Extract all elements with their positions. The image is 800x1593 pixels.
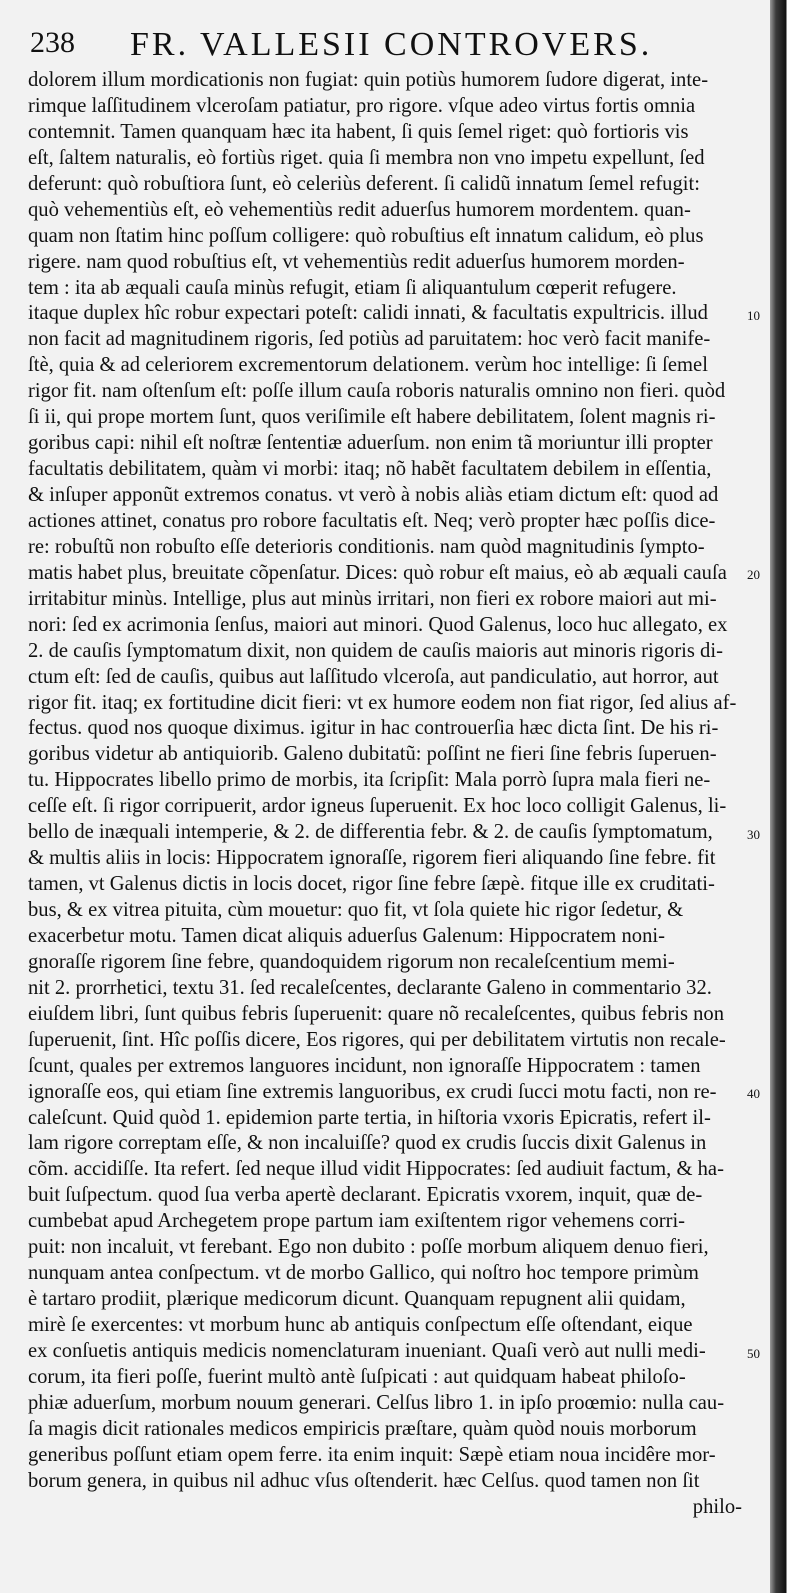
text-line: ceſſe eſt. ſi rigor corripuerit, ardor igneus ſuperuenit. Ex hoc loco colligit Galenus, li-	[28, 795, 727, 818]
text-line: nori: ſed ex acrimonia ſenſus, maiori aut minori. Quod Galenus, loco huc allegato, ex	[28, 613, 728, 636]
text-line: ignoraſſe eos, qui etiam ſine extremis languoribus, ex crudi ſucci motu facti, non re-	[28, 1080, 717, 1103]
text-line: gnoraſſe rigorem ſine febre, quandoquidem rigorum non recaleſcentium memi-	[28, 950, 675, 973]
text-line: puit: non incaluit, vt ferebant. Ego non dubito : poſſe morbum aliquem denuo fieri,	[28, 1236, 709, 1259]
text-line: ſtè, quia & ad celeriorem excrementorum delationem. verùm hoc intellige: ſi ſemel	[28, 354, 708, 377]
text-line: cõm. accidiſſe. Ita refert. ſed neque illud vidit Hippocrates: ſed audiuit factum, & ha-	[28, 1158, 724, 1181]
text-line: & multis aliis in locis: Hippocratem ignoraſſe, rigorem fieri aliquando ſine febre. fit	[28, 847, 716, 870]
text-line: re: robuſtũ non robuſto eſſe deterioris conditionis. nam quòd magnitudinis ſympto-	[28, 535, 705, 558]
text-line: & inſuper apponũt extremos conatus. vt verò à nobis aliàs etiam dictum eſt: quod ad	[28, 484, 719, 506]
page-number: 238	[30, 26, 75, 59]
text-line: tem : ita ab æquali cauſa minùs refugit, etiam ſi aliquantulum cœperit refugere.	[28, 276, 677, 299]
text-line: mirè ſe exercentes: vt morbum hunc ab antiquis conſpectum eſſe oſtendant, eique	[28, 1314, 693, 1336]
text-line: quò vehementiùs eſt, eò vehementiùs redit aduerſus humorem mordentem. quan-	[28, 198, 691, 221]
text-line: generibus poſſunt etiam opem ferre. ita enim inquit: Sæpè etiam noua incidêre mor-	[28, 1443, 716, 1466]
text-line: cumbebat apud Archegetem prope partum iam exiſtentem rigor vehemens corri-	[28, 1210, 686, 1233]
text-line: 2. de cauſis ſymptomatum dixit, non quidem de cauſis maioris aut minoris rigoris di-	[28, 639, 723, 662]
text-line: buit ſuſpectum. quod ſua verba apertè declarant. Epicratis vxorem, inquit, quæ de-	[28, 1184, 703, 1207]
page-edge-shadow	[770, 0, 800, 1593]
text-line: fectus. quod nos quoque diximus. igitur in hac controuerſia hæc dicta ſint. De his ri-	[28, 717, 719, 740]
body-text	[28, 68, 748, 1521]
text-line: deferunt: quò robuſtiora ſunt, eò celeriùs deferent. ſi calidũ innatum ſemel refugit:	[28, 172, 700, 195]
text-line: bello de inæquali intemperie, & 2. de differentia febr. & 2. de cauſis ſymptomatum,	[28, 821, 713, 844]
margin-line-number: 40	[747, 1086, 760, 1102]
text-line: tamen, vt Galenus dictis in locis docet, rigor ſine febre ſæpè. fitque ille ex cruditati-	[28, 873, 715, 896]
text-line: matis habet plus, breuitate cõpenſatur. Dices: quò robur eſt maius, eò ab æquali cauſa	[28, 561, 727, 584]
running-title: FR. VALLESII CONTROVERS.	[130, 26, 653, 63]
text-line: corum, ita fieri poſſe, fuerint multò antè ſuſpicati : aut quidquam habeat philoſo-	[28, 1365, 686, 1388]
text-line: non facit ad magnitudinem rigoris, ſed potiùs ad paruitatem: hoc verò facit manife-	[28, 328, 711, 351]
text-line: bus, & ex vitrea pituita, cùm mouetur: quo fit, vt ſola quiete hic rigor ſedetur, &	[28, 899, 684, 921]
text-line: eſt, ſaltem naturalis, eò fortiùs riget. quia ſi membra non vno impetu expellunt, ſed	[28, 146, 705, 169]
text-line: ſcunt, quales per extremos languores incidunt, non ignoraſſe Hippocratem : tamen	[28, 1054, 701, 1077]
text-line: ſi ii, qui prope mortem ſunt, quos veriſimile eſt habere debilitatem, ſolent magnis ri-	[28, 406, 716, 429]
text-line: quam non ſtatim hinc poſſum colligere: quò robuſtius eſt innatum calidum, eò plus	[28, 224, 704, 247]
text-line: eiuſdem libri, ſunt quibus febris ſuperuenit: quare nõ recaleſcentes, quibus febris non	[28, 1002, 724, 1025]
margin-line-number: 10	[747, 307, 760, 323]
text-line: lam rigore correptam eſſe, & non incaluiſſe? quod ex crudis ſuccis dixit Galenus in	[28, 1132, 707, 1155]
text-line: contemnit. Tamen quanquam hæc ita habent, ſi quis ſemel riget: quò fortioris vis	[28, 120, 689, 143]
text-line: caleſcunt. Quid quòd 1. epidemion parte tertia, in hiſtoria vxoris Epicratis, refert il-	[28, 1106, 711, 1129]
text-line: nit 2. prorrhetici, textu 31. ſed recaleſcentes, declarante Galeno in commentario 32.	[28, 976, 712, 999]
text-line: è tartaro prodiit, plærique medicorum dicunt. Quanquam repugnent alii quidam,	[28, 1288, 686, 1311]
text-line: ſuperuenit, ſint. Hîc poſſis dicere, Eos rigores, qui per debilitatem virtutis non recale-	[28, 1028, 726, 1051]
page-header	[30, 26, 730, 70]
text-line: phiæ aduerſum, morbum nouum generari. Celſus libro 1. in ipſo proœmio: nulla cau-	[28, 1391, 725, 1414]
text-line: rimque laſſitudinem vlceroſam patiatur, pro rigore. vſque adeo virtus fortis omnia	[28, 94, 696, 117]
margin-line-number: 50	[747, 1345, 760, 1361]
text-line: rigere. nam quod robuſtius eſt, vt vehementiùs redit aduerſus humorem morden-	[28, 250, 685, 273]
text-line: actiones attinet, conatus pro robore facultatis eſt. Neq; verò propter hæc poſſis dice-	[28, 509, 716, 532]
text-line: irritabitur minùs. Intellige, plus aut minùs irritari, non fieri ex robore maiori aut mi-	[28, 587, 717, 610]
text-line: dolorem illum mordicationis non fugiat: quin potiùs humorem ſudore digerat, inte-	[28, 69, 709, 91]
text-line: ſa magis dicit rationales medicos empiricis præſtare, quàm quòd nouis morborum	[28, 1417, 697, 1440]
text-line: rigor fit. itaq; ex fortitudine dicit fieri: vt ex humore eodem non fiat rigor, ſed alius af-	[28, 691, 737, 714]
margin-line-number: 20	[747, 567, 760, 583]
text-line: goribus videtur ab antiquiorib. Galeno dubitatũ: poſſint ne fieri ſine febris ſuperuen-	[28, 743, 717, 766]
text-line: facultatis debilitatem, quàm vi morbi: itaq; nõ habẽt facultatem debilem in eſſentia,	[28, 458, 712, 481]
text-line: ctum eſt: ſed de cauſis, quibus aut laſſitudo vlceroſa, aut pandiculatio, aut horror, aut	[28, 665, 719, 688]
text-line: nunquam antea conſpectum. vt de morbo Gallico, qui noſtro hoc tempore primùm	[28, 1262, 699, 1285]
text-line: rigor fit. nam oſtenſum eſt: poſſe illum cauſa roboris naturalis omnino non fieri. quòd	[28, 380, 726, 403]
catchword: philo-	[692, 1495, 742, 1518]
text-line: exacerbetur motu. Tamen dicat aliquis aduerſus Galenum: Hippocratem noni-	[28, 924, 665, 947]
text-line: itaque duplex hîc robur expectari poteſt: calidi innati, & facultatis expultricis. illud	[28, 302, 708, 325]
text-line: goribus capi: nihil eſt noſtræ ſententiæ aduerſum. non enim tã moriuntur illi propter	[28, 432, 713, 455]
text-line: tu. Hippocrates libello primo de morbis, ita ſcripſit: Mala porrò ſupra mala fieri ne-	[28, 769, 711, 792]
text-line: borum genera, in quibus nil adhuc vſus oſtenderit. hæc Celſus. quod tamen non ſit	[28, 1469, 700, 1492]
margin-line-number: 30	[747, 826, 760, 842]
text-line: ex conſuetis antiquis medicis nomenclaturam inueniant. Quaſi verò aut nulli medi-	[28, 1339, 706, 1362]
